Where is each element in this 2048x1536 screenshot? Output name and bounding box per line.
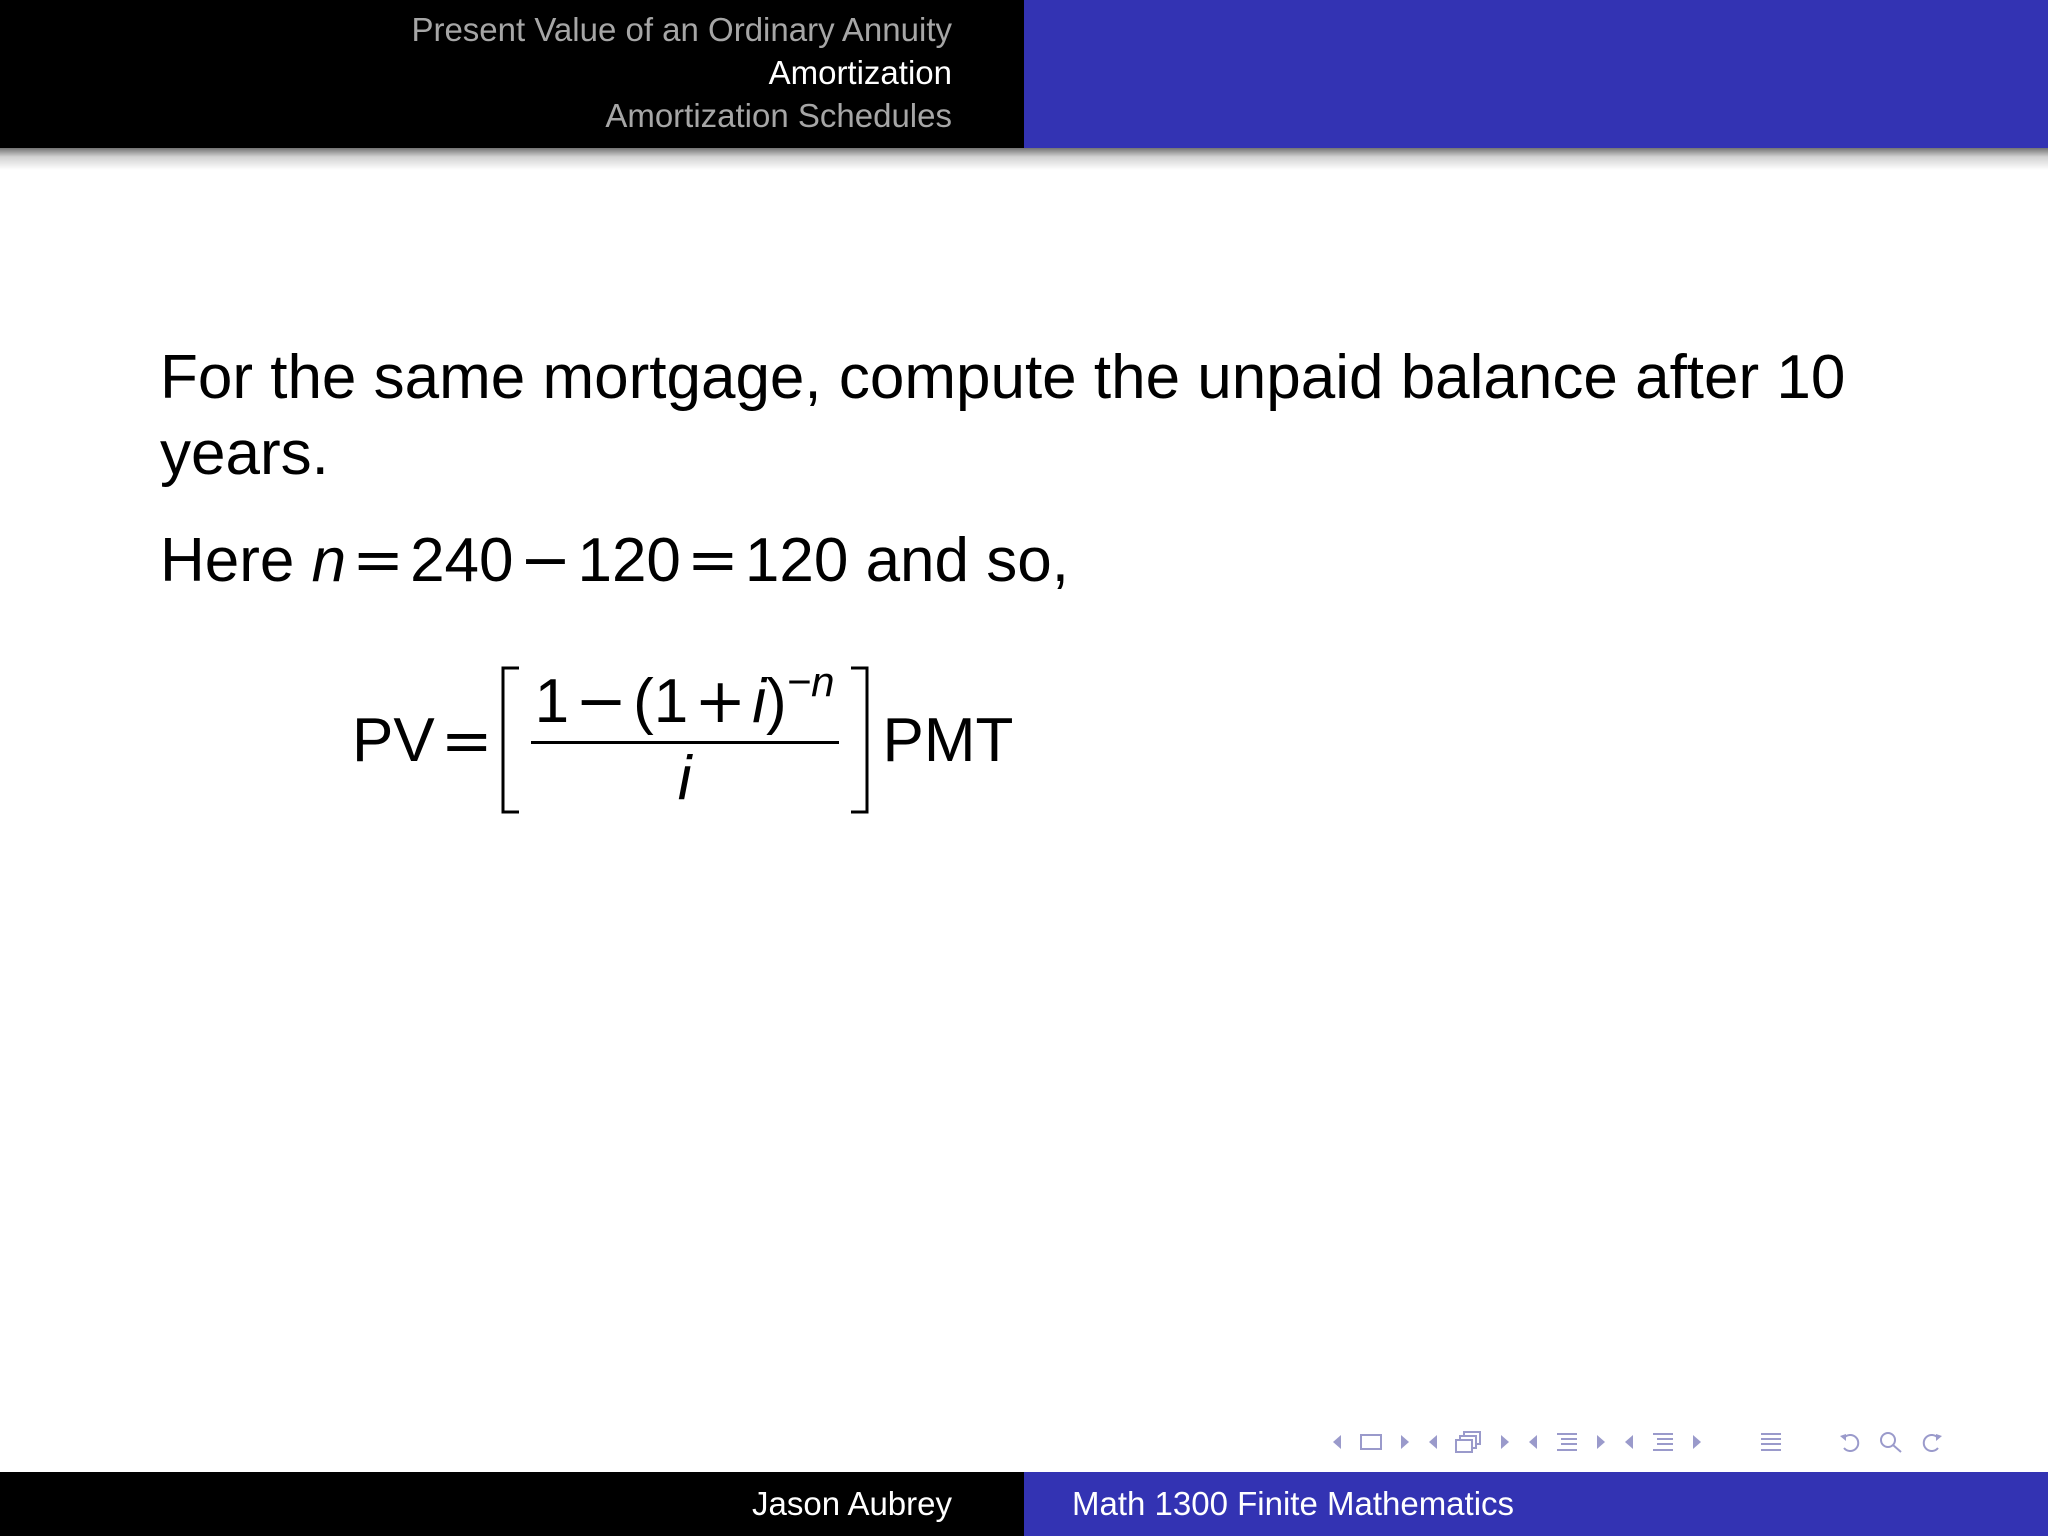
subsection-left-icon[interactable] xyxy=(1426,1432,1440,1452)
header-shadow xyxy=(0,148,2048,170)
header-accent-panel xyxy=(1024,0,2048,148)
formula-lhs: PV xyxy=(352,705,435,775)
exponent-neg-n: −n xyxy=(786,658,835,705)
header-bar xyxy=(0,0,2048,148)
section-right-icon[interactable] xyxy=(1594,1432,1608,1452)
document-icon[interactable] xyxy=(1650,1430,1676,1454)
document-left-icon[interactable] xyxy=(1622,1432,1636,1452)
nav-right-icon[interactable] xyxy=(1398,1432,1412,1452)
slide-body xyxy=(160,340,1900,599)
section-navigation xyxy=(0,0,1024,148)
footer-author: Jason Aubrey xyxy=(0,1472,1024,1536)
equation-intro xyxy=(160,522,1900,599)
nav-section-present-value[interactable]: Present Value of an Ordinary Annuity xyxy=(411,11,952,48)
formula-fraction xyxy=(531,658,839,813)
formula-rhs: PMT xyxy=(882,705,1014,775)
frame-icon[interactable] xyxy=(1358,1432,1384,1452)
subsection-icon[interactable] xyxy=(1454,1430,1484,1454)
nav-section-amortization-schedules[interactable]: Amortization Schedules xyxy=(605,97,952,134)
numerator-paren-open: (1 xyxy=(633,667,689,736)
problem-statement: For the same mortgage, compute the unpaid balance after 10 years. xyxy=(160,343,1846,488)
fraction-numerator xyxy=(531,658,839,741)
appendix-icon[interactable] xyxy=(1758,1430,1784,1454)
minus-sign: − xyxy=(519,523,572,596)
document-right-icon[interactable] xyxy=(1690,1432,1704,1452)
section-icon[interactable] xyxy=(1554,1430,1580,1454)
footer-course: Math 1300 Finite Mathematics xyxy=(1024,1472,2048,1536)
redo-icon[interactable] xyxy=(1918,1430,1944,1454)
formula-equals: = xyxy=(440,703,493,777)
equals-sign-2: = xyxy=(686,523,739,596)
right-bracket xyxy=(849,665,871,815)
var-n: n xyxy=(311,526,347,595)
footer-bar xyxy=(0,1472,2048,1536)
left-bracket xyxy=(499,665,521,815)
numerator-paren-close: ) xyxy=(765,667,787,736)
numerator-minus: − xyxy=(575,664,628,737)
section-left-icon[interactable] xyxy=(1526,1432,1540,1452)
intro-tail: and so, xyxy=(865,526,1069,595)
value-240: 240 xyxy=(410,526,514,595)
intro-lead: Here xyxy=(160,526,295,595)
search-icon[interactable] xyxy=(1878,1430,1904,1454)
undo-icon[interactable] xyxy=(1838,1430,1864,1454)
value-120-a: 120 xyxy=(577,526,681,595)
fraction-denominator: i xyxy=(677,744,692,813)
present-value-formula xyxy=(352,660,1013,820)
nav-left-icon[interactable] xyxy=(1330,1432,1344,1452)
subsection-right-icon[interactable] xyxy=(1498,1432,1512,1452)
nav-section-amortization[interactable]: Amortization xyxy=(768,54,952,91)
numerator-i: i xyxy=(752,667,766,736)
numerator-one: 1 xyxy=(534,667,570,736)
beamer-navigation-symbols xyxy=(1330,1424,2030,1460)
equals-sign: = xyxy=(352,523,405,596)
value-120-b: 120 xyxy=(744,526,849,595)
numerator-plus: + xyxy=(694,664,747,737)
